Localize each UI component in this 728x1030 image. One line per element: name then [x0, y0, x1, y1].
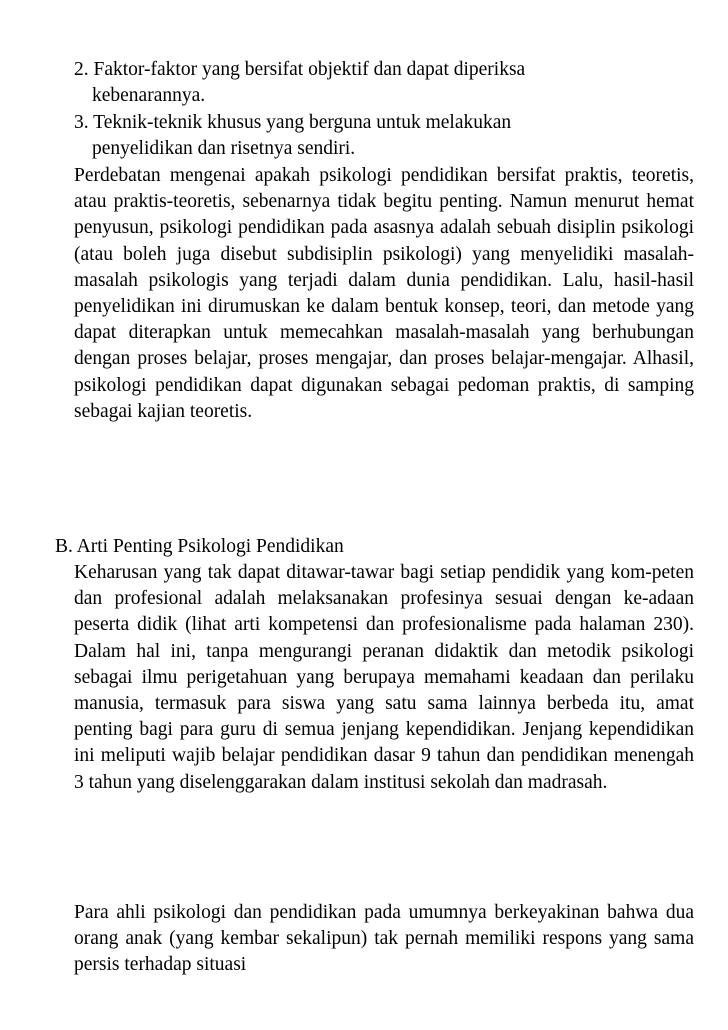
- list-item-2: [74, 57, 694, 109]
- list-item-3-line-1: 3. Teknik-teknik khusus yang berguna untuk melakukan: [74, 112, 512, 133]
- section-heading: B. Arti Penting Psikologi Pendidikan: [55, 536, 344, 557]
- list-item-2-line-1: 2. Faktor-faktor yang bersifat objektif dan dapat diperiksa: [74, 59, 526, 80]
- paragraph-experts: Para ahli psikologi dan pendidikan pada umumnya berkeyakinan bahwa dua orang anak (yang kembar sekalipun) tak pernah memiliki respons yang sama persis terhadap situasi: [74, 902, 694, 976]
- list-item-3-line-2: penyelidikan dan risetnya sendiri.: [92, 138, 356, 160]
- list-item-2-line-2: kebenarannya.: [92, 85, 206, 107]
- list-item-3: [74, 110, 694, 162]
- paragraph-importance: Keharusan yang tak dapat ditawar-tawar bagi setiap pendidik yang kom-peten dan profesional adalah melaksanakan profesinya sesuai dengan ke-adaan peserta didik (lihat arti kompetensi dan profesionalisme pada halaman 230). Dalam hal ini, tanpa mengurangi peranan didaktik dan metodik psikologi sebagai ilmu perigetahuan yang berupaya memahami keadaan dan perilaku manusia, termasuk para siswa yang satu sama lainnya berbeda itu, amat penting bagi para guru di semua jenjang kependidikan. Jenjang kependidikan ini meliputi wajib belajar pendidikan dasar 9 tahun dan pendidikan menengah 3 tahun yang diselenggarakan dalam institusi sekolah dan madrasah.: [74, 562, 694, 793]
- paragraph-debate: Perdebatan mengenai apakah psikologi pendidikan bersifat praktis, teoretis, atau praktis-teoretis, sebenarnya tidak begitu penting. Namun menurut hemat penyusun, psikologi pendidikan pada asasnya adalah sebuah disiplin psikologi (atau boleh juga disebut subdisiplin psikologi) yang menyelidiki masalah-masalah psikologis yang terjadi dalam dunia pendidikan. Lalu, hasil-hasil penyelidikan ini dirumuskan ke dalam bentuk konsep, teori, dan metode yang dapat diterapkan untuk memecahkan masalah-masalah yang berhubungan dengan proses belajar, proses mengajar, dan proses belajar-mengajar. Alhasil, psikologi pendidikan dapat digunakan sebagai pedoman praktis, di samping sebagai kajian teoretis.: [74, 165, 694, 422]
